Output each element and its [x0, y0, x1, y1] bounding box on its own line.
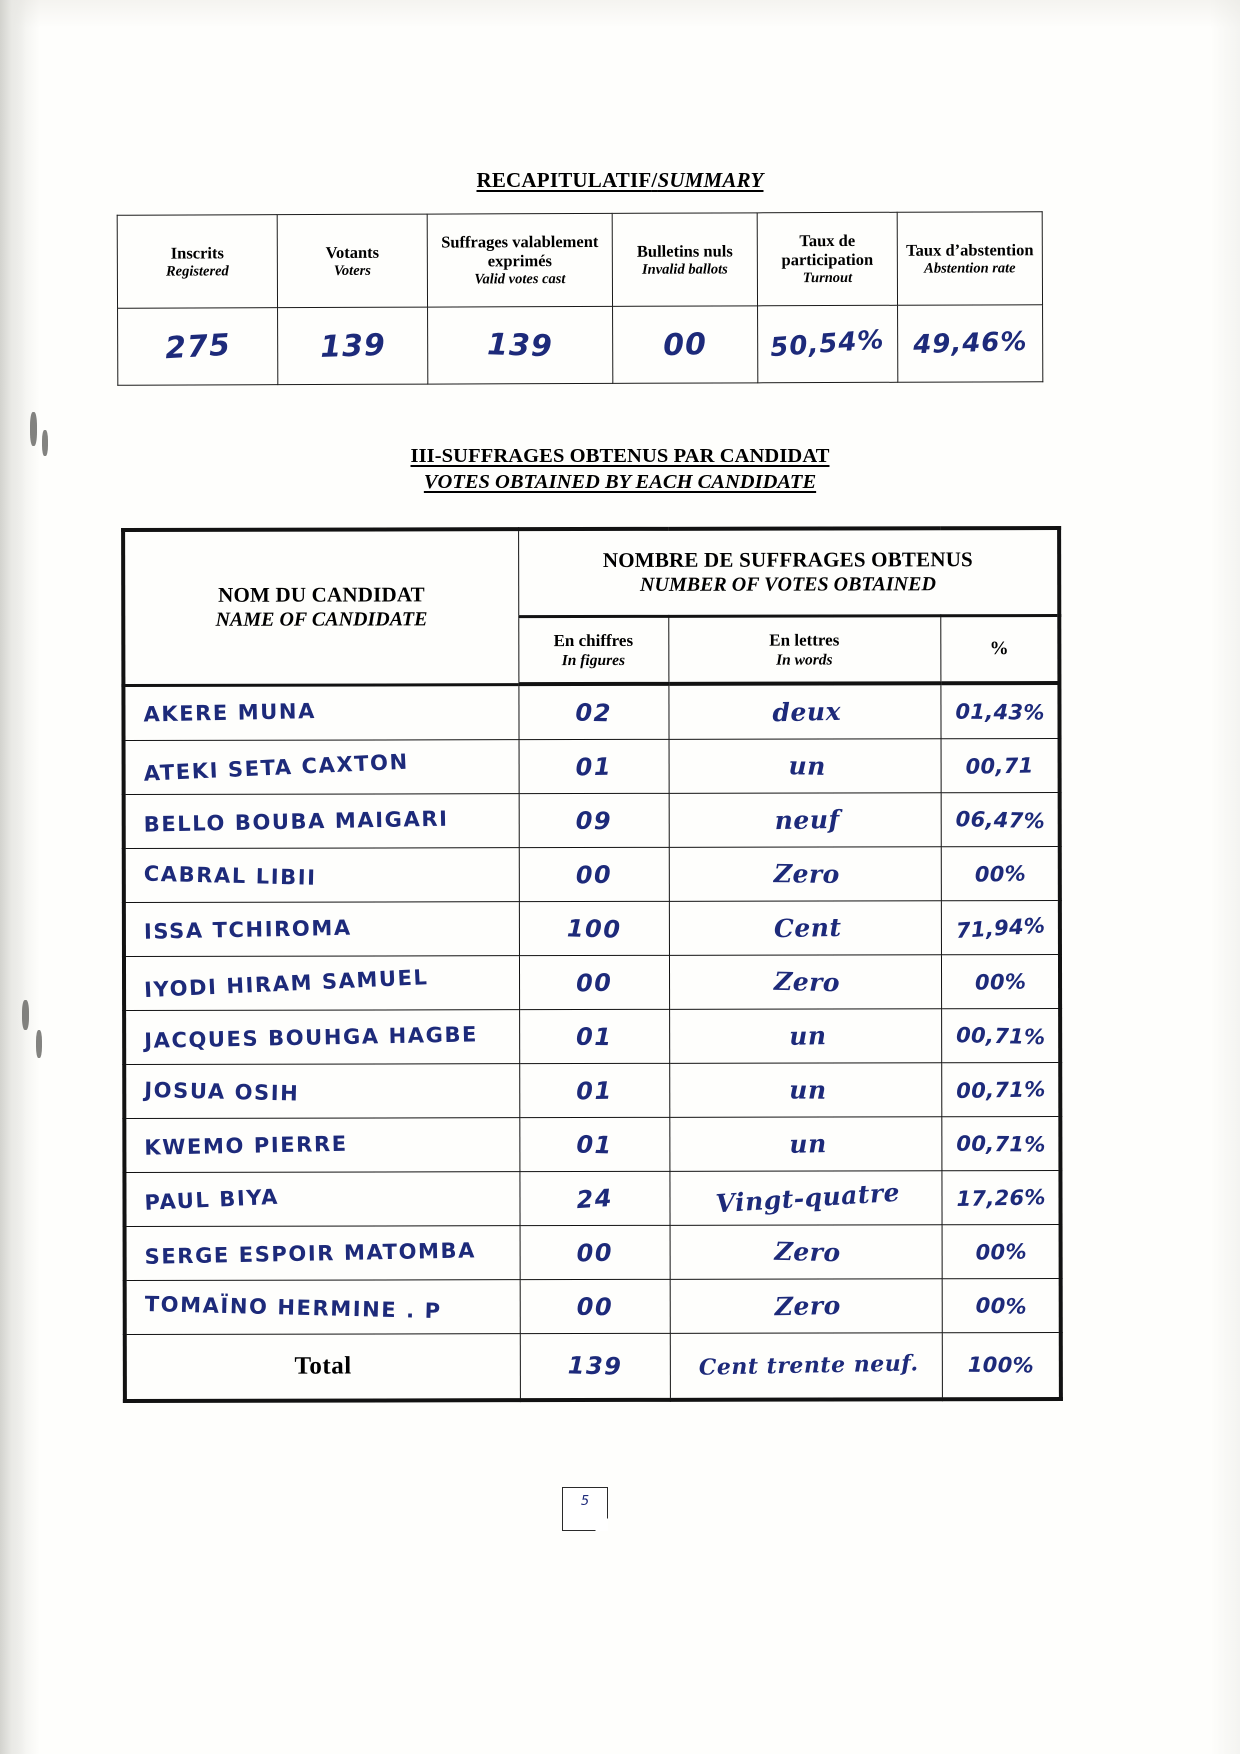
candidate-figures-cell [519, 739, 669, 793]
summary-value-registered [118, 308, 278, 386]
candidate-percent-cell [942, 1225, 1061, 1279]
summary-table-header-row [117, 212, 1042, 309]
candidate-percent-text: 06,47% [955, 806, 1045, 833]
total-figures-text: 139 [567, 1351, 623, 1381]
candidate-figures-text: 09 [575, 806, 613, 835]
summary-heading-en: SUMMARY [657, 168, 764, 192]
candidate-figures-cell [519, 1117, 669, 1171]
candidate-name-text: PAUL BIYA [144, 1184, 280, 1215]
candidate-figures-text: 00 [576, 1292, 614, 1321]
candidate-words-cell [669, 739, 941, 794]
header-percent-label: % [989, 638, 1009, 660]
summary-value-abstention-text: 49,46% [912, 326, 1028, 361]
summary-value-invalid-ballots [613, 306, 758, 384]
section-heading-fr: III-SUFFRAGES OBTENUS PAR CANDIDAT [410, 445, 830, 467]
candidate-words-cell [669, 1063, 941, 1118]
summary-table [117, 211, 1044, 386]
header-in-figures-en: In figures [561, 651, 626, 669]
candidate-figures-cell [519, 1063, 669, 1117]
candidate-name-cell [124, 1172, 519, 1227]
summary-col-abstention-en: Abstention rate [924, 259, 1016, 277]
page-corner-fold [595, 1518, 608, 1531]
summary-value-invalid-ballots-text: 00 [662, 326, 708, 363]
candidate-name-cell [124, 794, 519, 849]
table-row [124, 1009, 1060, 1065]
candidate-figures-text: 00 [576, 1238, 614, 1267]
candidate-percent-cell [941, 1171, 1060, 1225]
summary-value-abstention [898, 305, 1043, 383]
candidate-words-cell [669, 847, 941, 902]
summary-value-turnout [758, 305, 898, 383]
table-row [124, 1171, 1060, 1227]
summary-col-turnout-fr: Taux de participation [781, 230, 874, 270]
candidate-words-text: Zero [774, 1236, 842, 1268]
summary-col-turnout [757, 212, 897, 306]
total-row [125, 1333, 1061, 1401]
candidate-percent-cell [941, 1063, 1060, 1117]
summary-col-registered-en: Registered [165, 262, 229, 280]
candidate-name-cell [124, 740, 519, 795]
candidate-figures-text: 01 [575, 1022, 613, 1051]
candidate-percent-text: 00% [974, 969, 1027, 995]
summary-col-voters [277, 214, 427, 308]
total-percent-cell [942, 1333, 1061, 1400]
candidate-words-cell [669, 901, 941, 956]
candidate-percent-cell [942, 1279, 1061, 1333]
candidate-percent-cell [941, 793, 1060, 847]
header-votes-obtained-fr: NOMBRE DE SUFFRAGES OBTENUS [602, 547, 973, 572]
candidate-words-cell [669, 1171, 941, 1226]
table-row [124, 793, 1060, 849]
candidate-percent-cell [941, 955, 1060, 1009]
candidate-words-text: Zero [774, 966, 841, 998]
table-row [124, 1063, 1060, 1119]
summary-value-registered-text: 275 [163, 327, 232, 366]
total-percent-text: 100% [967, 1352, 1035, 1378]
candidate-name-text: TOMAÏNO HERMINE . P [144, 1291, 442, 1323]
table-row [125, 1279, 1061, 1335]
header-candidate-name-en: NAME OF CANDIDATE [215, 608, 428, 631]
candidate-words-text: Cent [773, 912, 842, 944]
candidate-percent-cell [941, 1009, 1060, 1063]
candidate-percent-text: 00,71% [955, 1022, 1046, 1049]
table-row [124, 955, 1060, 1011]
section-heading [0, 443, 1240, 495]
header-votes-obtained-en: NUMBER OF VOTES OBTAINED [640, 573, 936, 596]
header-votes-obtained [518, 528, 1059, 617]
summary-value-valid-votes [428, 306, 613, 384]
header-in-words [668, 616, 940, 684]
summary-col-invalid-ballots [612, 213, 757, 307]
candidate-table-header-row [123, 528, 1059, 617]
summary-table-value-row [118, 305, 1043, 386]
candidate-percent-cell [941, 1117, 1060, 1171]
candidate-percent-cell [940, 683, 1059, 739]
header-candidate-name [123, 529, 518, 685]
page-number: 5 [580, 1494, 590, 1509]
candidate-name-text: SERGE ESPOIR MATOMBA [144, 1237, 477, 1269]
candidate-name-cell [124, 848, 519, 903]
candidate-percent-text: 00% [975, 1293, 1027, 1319]
summary-heading [0, 168, 1240, 193]
table-row [124, 847, 1060, 903]
candidate-percent-text: 00,71% [955, 1076, 1046, 1103]
summary-heading-fr: RECAPITULATIF [476, 168, 652, 192]
candidate-name-text: AKERE MUNA [143, 699, 317, 727]
summary-col-registered-fr: Inscrits [170, 242, 224, 263]
candidate-figures-cell [519, 1009, 669, 1063]
summary-value-turnout-text: 50,54% [769, 324, 886, 364]
candidate-figures-cell [520, 1279, 670, 1333]
header-in-words-en: In words [776, 650, 833, 669]
section-heading-fr-line [0, 443, 1240, 469]
total-words-text: Cent trente neuf. [698, 1350, 919, 1381]
candidate-name-cell [124, 1118, 519, 1173]
candidate-percent-text: 00,71% [955, 1131, 1046, 1157]
summary-value-voters-text: 139 [319, 327, 387, 365]
candidate-words-cell [669, 1009, 941, 1064]
table-row [124, 901, 1060, 957]
candidate-name-cell [124, 902, 519, 957]
header-in-words-fr: En lettres [769, 629, 840, 650]
table-row [123, 683, 1059, 740]
candidate-figures-text: 100 [566, 913, 622, 944]
candidate-figures-cell [518, 684, 668, 740]
header-candidate-name-fr: NOM DU CANDIDAT [218, 582, 425, 607]
summary-col-abstention [897, 212, 1042, 306]
candidate-words-text: Zero [774, 1290, 842, 1322]
candidate-name-cell [125, 1280, 520, 1335]
candidate-percent-cell [941, 847, 1060, 901]
candidate-percent-text: 17,26% [955, 1184, 1046, 1211]
candidate-words-text: un [788, 1075, 827, 1105]
candidate-percent-cell [941, 901, 1060, 955]
candidate-figures-cell [519, 1171, 669, 1225]
candidate-results-table [121, 526, 1063, 1403]
candidate-name-cell [124, 1064, 519, 1119]
candidate-figures-text: 01 [575, 752, 613, 781]
candidate-words-cell [669, 955, 941, 1010]
candidate-figures-text: 24 [575, 1183, 614, 1214]
candidate-words-text: Vingt-quatre [714, 1177, 901, 1219]
candidate-name-text: BELLO BOUBA MAIGARI [143, 806, 449, 837]
header-percent [940, 616, 1059, 684]
table-row [124, 1117, 1060, 1173]
summary-col-turnout-en: Turnout [802, 269, 853, 287]
candidate-percent-text: 00% [975, 1239, 1027, 1265]
candidate-words-text: un [788, 1021, 827, 1051]
candidate-name-cell [123, 684, 518, 740]
candidate-name-text: JOSUA OSIH [143, 1077, 300, 1106]
candidate-figures-text: 00 [575, 968, 613, 997]
candidate-figures-cell [520, 1225, 670, 1279]
candidate-percent-text: 00% [974, 861, 1026, 887]
summary-heading-separator: / [651, 168, 658, 192]
candidate-name-text: IYODI HIRAM SAMUEL [143, 964, 430, 1002]
table-row [124, 739, 1060, 795]
candidate-figures-text: 01 [575, 1076, 613, 1105]
candidate-words-cell [668, 683, 940, 739]
candidate-figures-text: 02 [574, 698, 613, 727]
candidate-name-cell [124, 956, 519, 1011]
summary-col-voters-fr: Votants [325, 242, 380, 262]
candidate-words-cell [669, 793, 941, 848]
table-row [125, 1225, 1061, 1281]
candidate-figures-cell [519, 793, 669, 847]
summary-col-registered [117, 215, 277, 309]
summary-value-valid-votes-text: 139 [486, 326, 554, 364]
candidate-words-text: neuf [774, 804, 840, 836]
candidate-figures-cell [519, 901, 669, 955]
candidate-percent-text: 71,94% [954, 912, 1046, 943]
candidate-words-cell [670, 1225, 942, 1280]
header-in-figures [518, 616, 668, 684]
candidate-figures-text: 01 [575, 1130, 613, 1159]
candidate-words-text: deux [772, 696, 842, 728]
candidate-name-text: ISSA TCHIROMA [143, 915, 352, 944]
section-heading-en: VOTES OBTAINED BY EACH CANDIDATE [423, 471, 817, 493]
summary-col-valid-votes-fr: Suffrages valablement exprimés [441, 231, 599, 271]
candidate-words-cell [670, 1279, 942, 1334]
summary-col-valid-votes-en: Valid votes cast [474, 271, 566, 288]
summary-col-valid-votes [427, 213, 612, 307]
candidate-name-cell [124, 1010, 519, 1065]
total-label-cell: Total [125, 1334, 520, 1401]
candidate-words-text: Zero [774, 859, 841, 889]
candidate-name-text: ATEKI SETA CAXTON [143, 749, 410, 786]
candidate-name-text: CABRAL LIBII [143, 861, 317, 890]
candidate-figures-cell [519, 847, 669, 901]
total-figures-cell [520, 1333, 670, 1400]
page-number-box [562, 1487, 608, 1531]
candidate-words-cell [669, 1117, 941, 1172]
candidate-name-cell [125, 1226, 520, 1281]
candidate-percent-text: 01,43% [954, 699, 1045, 725]
summary-col-abstention-fr: Taux d’abstention [906, 239, 1034, 260]
candidate-figures-cell [519, 955, 669, 1009]
candidate-words-text: un [788, 751, 827, 781]
candidate-name-text: JACQUES BOUHGA HAGBE [143, 1021, 479, 1053]
summary-col-voters-en: Voters [333, 262, 371, 279]
candidate-figures-text: 00 [575, 860, 613, 889]
total-words-cell [670, 1333, 942, 1400]
header-in-figures-fr: En chiffres [553, 630, 634, 650]
candidate-percent-text: 00,71 [965, 752, 1035, 779]
candidate-name-text: KWEMO PIERRE [144, 1131, 348, 1160]
summary-col-invalid-ballots-en: Invalid ballots [641, 260, 728, 278]
candidate-words-text: un [788, 1129, 827, 1159]
summary-value-voters [278, 307, 428, 385]
candidate-percent-cell [941, 739, 1060, 793]
summary-col-invalid-ballots-fr: Bulletins nuls [636, 240, 733, 261]
